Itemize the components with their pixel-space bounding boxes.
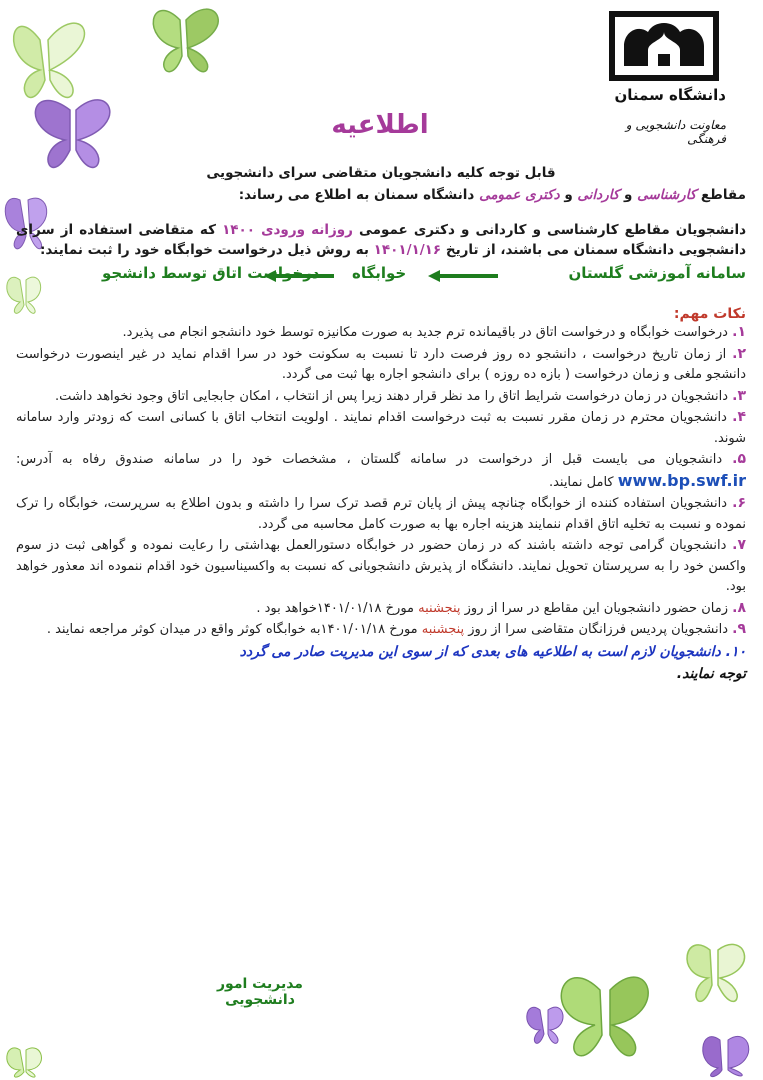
degree-doctorate: دکتری عمومی [479, 187, 560, 203]
audience-block [16, 162, 746, 206]
note-1: ۱. درخواست خوابگاه و درخواست اتاق در باقیمانده ترم جدید به صورت مکانیزه توسط خود دانشجو انجام می پذیرد. [122, 324, 746, 340]
path-step-golestan: سامانه آموزشی گلستان [568, 264, 746, 282]
department-name: معاونت دانشجویی و فرهنگی [625, 118, 726, 146]
registration-path [16, 262, 746, 288]
notes-heading: نکات مهم: [673, 306, 746, 322]
day-highlight: پنجشنبه [418, 600, 461, 616]
path-step-room-request: درخواست اتاق توسط دانشجو [102, 264, 320, 282]
intro-paragraph: دانشجویان مقاطع کارشناسی و کاردانی و دکتری عمومی روزانه ورودی ۱۴۰۰ که متقاضی استفاده از سرای دانشجویی دانشگاه سمنان می باشند، از تاریخ ۱۴۰۱/۱/۱۶ به روش ذیل درخواست خوابگاه خود را ثبت نمایند: [16, 222, 747, 258]
arrow-left-icon [428, 270, 498, 282]
note-6: ۶. دانشجویان استفاده کننده از خوابگاه چنانچه پیش از پایان ترم قصد ترک سرا را داشته و بدون اطلاع به سرپرست، خوابگاه را ترک نموده و نسبت به تخلیه اتاق اقدام ننمایند هزینه اجاره بها به صورت کامل محاسبه می گردد. [16, 495, 746, 532]
note-5: ۵. دانشجویان می بایست قبل از درخواست در سامانه گلستان ، مشخصات خود را در سامانه صندوق رفاه به آدرس: www.bp.swf.ir کامل نمایند. [16, 451, 746, 490]
butterfly-decoration-bottom-right [470, 930, 763, 1080]
degree-associate: کاردانی [577, 187, 620, 203]
note-8: ۸. زمان حضور دانشجویان این مقاطع در سرا از روز پنجشنبه مورخ ۱۴۰۱/۰۱/۱۸خواهد بود . [256, 599, 746, 616]
path-step-dormitory: خوابگاه [352, 264, 407, 282]
start-date-highlight: ۱۴۰۱/۱/۱۶ [373, 242, 442, 258]
welfare-fund-link[interactable]: www.bp.swf.ir [617, 470, 746, 490]
degree-bachelor: کارشناسی [637, 187, 697, 203]
note-4: ۴. دانشجویان محترم در زمان مقرر نسبت به ثبت درخواست اقدام نمایند . اولویت انتخاب اتاق با کسانی است که زودتر وارد سامانه شوند. [16, 409, 747, 446]
note-2: ۲. از زمان تاریخ درخواست ، دانشجو ده روز فرصت دارد تا نسبت به سکونت خود در سرا اقدام نماید در غیر اینصورت درخواست دانشجو ملغی و زمان درخواست ( بازه ده روزه ) برای دانشجو اجاره بها ثبت می گردد. [16, 345, 746, 382]
note-3: ۳. دانشجویان در زمان درخواست شرایط اتاق را مد نظر قرار دهند زیرا پس از انتخاب ، امکان جابجایی اتاق وجود نخواهد داشت. [55, 387, 746, 404]
university-logo-icon [608, 10, 720, 82]
audience-line-2: مقاطع کارشناسی و کاردانی و دکتری عمومی دانشگاه سمنان به اطلاع می رساند: [238, 187, 746, 203]
day-highlight: پنجشنبه [421, 622, 465, 637]
announcement-body [16, 162, 746, 685]
entry-year-highlight: روزانه ورودی ۱۴۰۰ [222, 222, 353, 238]
signature: مدیریت امور دانشجویی [217, 976, 303, 1008]
note-9: ۹. دانشجویان پردیس فرزانگان متقاضی سرا از روز پنجشنبه مورخ ۱۴۰۱/۰۱/۱۸به خوابگاه کوثر واقع در میدان کوثر مراجعه نمایند . [46, 621, 746, 637]
note-7: ۷. دانشجویان گرامی توجه داشته باشند که در زمان حضور در خوابگاه دستورالعمل بهداشتی را رعایت نموده و گواهی ثبت دز سوم واکسن خود را به سرپرستان تحویل نمایند. دانشگاه از پذیرش دانشجویانی که نسبت به واکسیناسیون خود اقدام ننموده اند معذور خواهد بود. [16, 537, 746, 594]
butterfly-decoration-bottom-left [0, 1040, 60, 1080]
university-name: دانشگاه سمنان [614, 86, 726, 104]
note-10: ۱۰. دانشجویان لازم است به اطلاعیه های بعدی که از سوی این مدیریت صادر می گردد توجه نمایند. [239, 643, 746, 682]
audience-line-1: قابل توجه کلیه دانشجویان متقاضی سرای دانشجویی [206, 165, 556, 181]
announcement-title: اطلاعیه [331, 110, 429, 140]
